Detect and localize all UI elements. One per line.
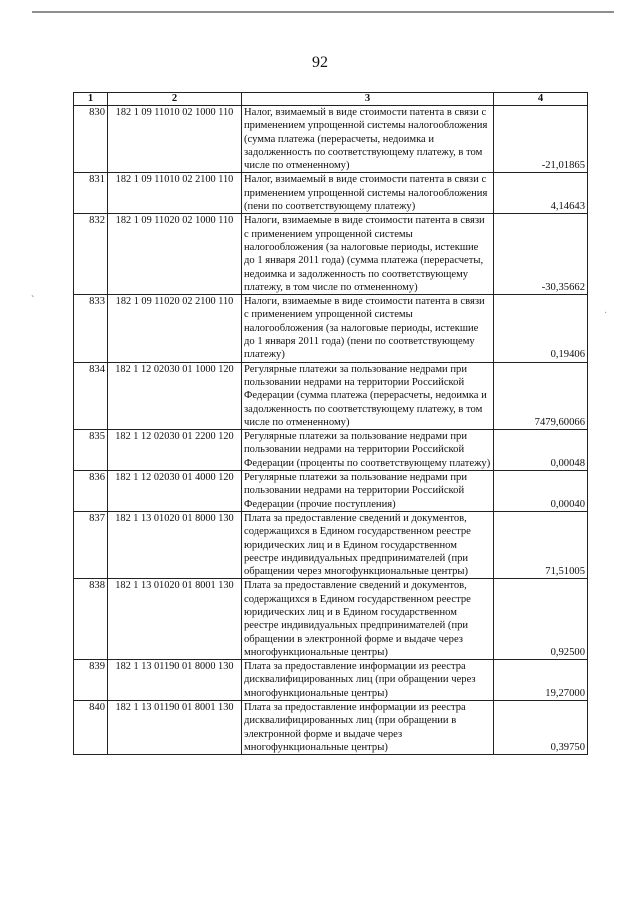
table-row: [74, 579, 588, 660]
budget-code-cell: 182 1 09 11010 02 2100 110: [108, 173, 242, 214]
amount-cell: 71,51005: [494, 511, 588, 578]
table-header-row: [74, 93, 588, 106]
table-row: [74, 511, 588, 578]
amount-cell: 19,27000: [494, 660, 588, 701]
revenue-name-cell: Плата за предоставление информации из реестра дисквалифицированных лиц (при обращении через многофункциональные центры): [242, 660, 494, 701]
revenue-name-cell: Регулярные платежи за пользование недрами при пользовании недрами на территории Российской Федерации (сумма платежа (перерасчеты, недоимка и задолженность по соответствующему платежу, в том числе по отмененному): [242, 362, 494, 429]
amount-cell: -21,01865: [494, 106, 588, 173]
table-row: [74, 295, 588, 362]
amount-cell: 0,92500: [494, 579, 588, 660]
table-row: [74, 173, 588, 214]
row-number-cell: 832: [74, 214, 108, 295]
revenue-name-cell: Налоги, взимаемые в виде стоимости патента в связи с применением упрощенной системы налогообложения (за налоговые периоды, истекшие до 1 января 2011 года) (сумма платежа (перерасчеты, недоимка и задолженность по соответствующему платежу, в том числе по отмененному): [242, 214, 494, 295]
budget-code-cell: 182 1 09 11020 02 2100 110: [108, 295, 242, 362]
table-row: [74, 430, 588, 471]
table-row: [74, 214, 588, 295]
amount-cell: 0,39750: [494, 701, 588, 755]
amount-cell: 4,14643: [494, 173, 588, 214]
table-row: [74, 106, 588, 173]
row-number-cell: 831: [74, 173, 108, 214]
table-row: [74, 660, 588, 701]
row-number-cell: 840: [74, 701, 108, 755]
table-row: [74, 362, 588, 429]
budget-code-cell: 182 1 13 01020 01 8001 130: [108, 579, 242, 660]
revenue-name-cell: Плата за предоставление сведений и документов, содержащихся в Едином государственном реестре юридических лиц и в Едином государственном реестре индивидуальных предпринимателей (при обращении в электронной форме и выдаче через многофункциональные центры): [242, 579, 494, 660]
amount-cell: 0,19406: [494, 295, 588, 362]
column-header: 3: [242, 93, 494, 106]
budget-code-cell: 182 1 12 02030 01 4000 120: [108, 471, 242, 512]
column-header: 1: [74, 93, 108, 106]
amount-cell: 0,00040: [494, 471, 588, 512]
revenue-name-cell: Регулярные платежи за пользование недрами при пользовании недрами на территории Российской Федерации (проценты по соответствующему платежу): [242, 430, 494, 471]
row-number-cell: 834: [74, 362, 108, 429]
table-row: [74, 701, 588, 755]
amount-cell: 7479,60066: [494, 362, 588, 429]
scan-mark: `: [31, 295, 35, 306]
budget-revenue-table: [73, 92, 588, 755]
budget-code-cell: 182 1 12 02030 01 2200 120: [108, 430, 242, 471]
revenue-name-cell: Регулярные платежи за пользование недрами при пользовании недрами на территории Российской Федерации (прочие поступления): [242, 471, 494, 512]
page-number: 92: [312, 54, 328, 71]
budget-code-cell: 182 1 09 11020 02 1000 110: [108, 214, 242, 295]
row-number-cell: 838: [74, 579, 108, 660]
row-number-cell: 839: [74, 660, 108, 701]
row-number-cell: 830: [74, 106, 108, 173]
budget-code-cell: 182 1 13 01020 01 8000 130: [108, 511, 242, 578]
revenue-name-cell: Налоги, взимаемые в виде стоимости патента в связи с применением упрощенной системы налогообложения (за налоговые периоды, истекшие до 1 января 2011 года) (пени по соответствующему платежу): [242, 295, 494, 362]
amount-cell: 0,00048: [494, 430, 588, 471]
row-number-cell: 833: [74, 295, 108, 362]
budget-code-cell: 182 1 12 02030 01 1000 120: [108, 362, 242, 429]
table-row: [74, 471, 588, 512]
budget-code-cell: 182 1 09 11010 02 1000 110: [108, 106, 242, 173]
row-number-cell: 835: [74, 430, 108, 471]
amount-cell: -30,35662: [494, 214, 588, 295]
row-number-cell: 836: [74, 471, 108, 512]
revenue-name-cell: Плата за предоставление информации из реестра дисквалифицированных лиц (при обращении в электронной форме и выдаче через многофункциональные центры): [242, 701, 494, 755]
revenue-name-cell: Налог, взимаемый в виде стоимости патента в связи с применением упрощенной системы налогообложения (сумма платежа (перерасчеты, недоимка и задолженность по соответствующему платежу, в том числе по отмененному): [242, 106, 494, 173]
scan-mark: ·: [604, 308, 608, 319]
column-header: 4: [494, 93, 588, 106]
row-number-cell: 837: [74, 511, 108, 578]
column-header: 2: [108, 93, 242, 106]
revenue-name-cell: Плата за предоставление сведений и документов, содержащихся в Едином государственном реестре юридических лиц и в Едином государственном реестре индивидуальных предпринимателей (при обращении через многофункциональные центры): [242, 511, 494, 578]
top-rule-line: [32, 11, 614, 13]
budget-code-cell: 182 1 13 01190 01 8000 130: [108, 660, 242, 701]
budget-code-cell: 182 1 13 01190 01 8001 130: [108, 701, 242, 755]
revenue-name-cell: Налог, взимаемый в виде стоимости патента в связи с применением упрощенной системы налогообложения (пени по соответствующему платежу): [242, 173, 494, 214]
